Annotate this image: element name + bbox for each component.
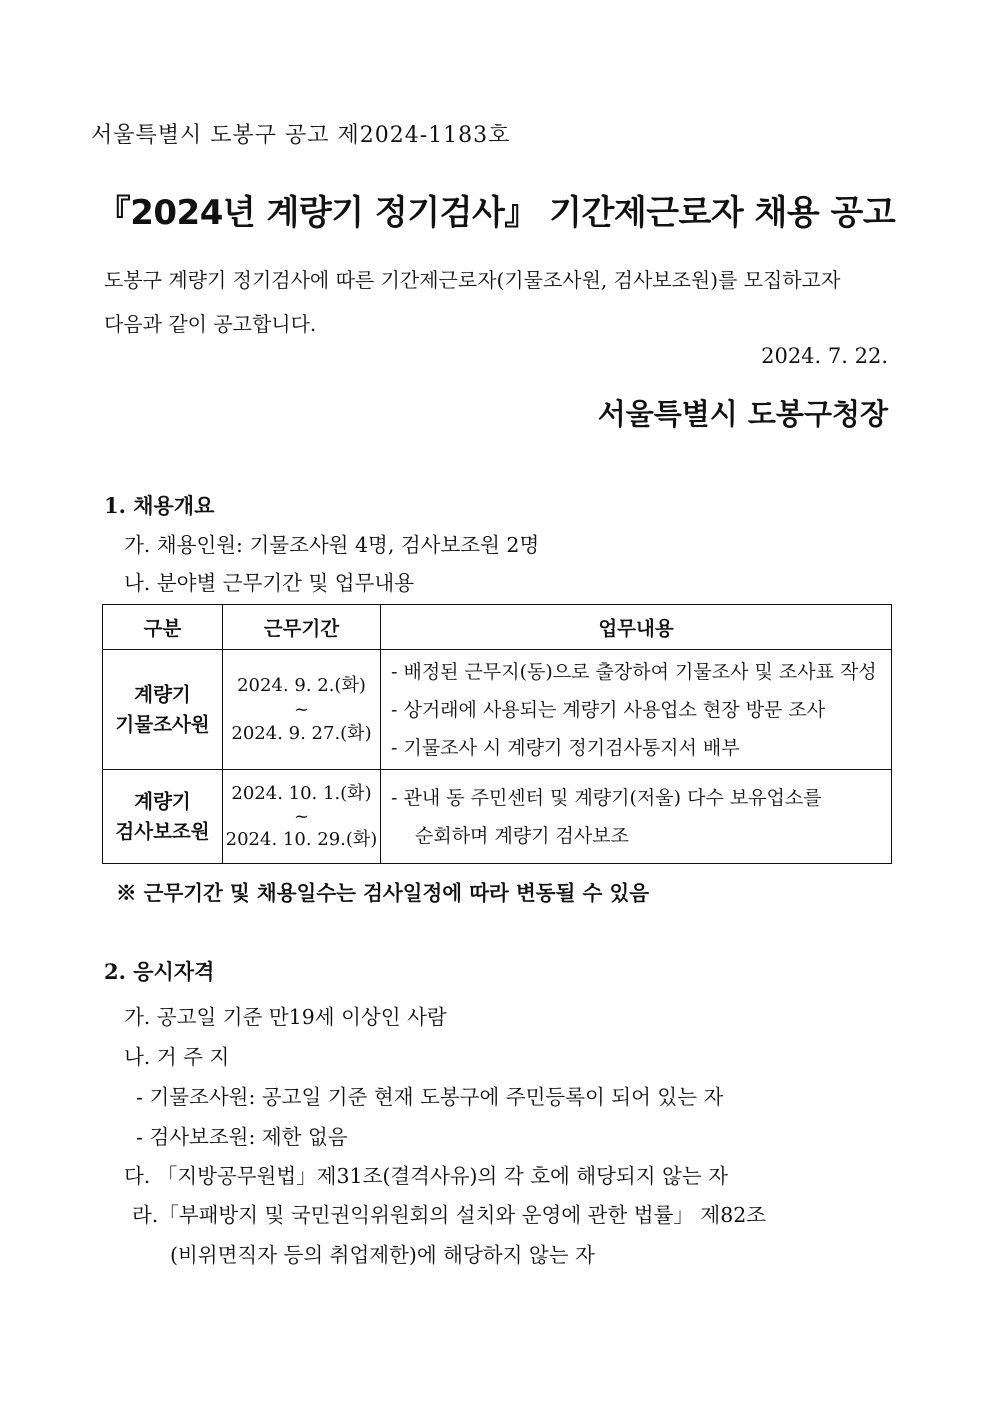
section2-item-a: 가. 공고일 기준 만19세 이상인 사람 <box>124 1005 447 1029</box>
task-item: - 기물조사 시 계량기 정기검사통지서 배부 <box>391 736 740 759</box>
period-separator: ~ <box>293 805 310 827</box>
period-start: 2024. 10. 1.(화) <box>231 782 372 804</box>
section2-item-b1: - 기물조사원: 공고일 기준 현재 도봉구에 주민등록이 되어 있는 자 <box>136 1085 724 1109</box>
section1-item-a: 가. 채용인원: 기물조사원 4명, 검사보조원 2명 <box>124 533 540 557</box>
period-end: 2024. 9. 27.(화) <box>231 722 372 744</box>
schedule-note: ※ 근무기간 및 채용일수는 검사일정에 따라 변동될 수 있음 <box>116 881 650 905</box>
intro-line-2: 다음과 같이 공고합니다. <box>104 312 317 336</box>
announcement-date: 2024. 7. 22. <box>761 344 888 368</box>
task-item: - 관내 동 주민센터 및 계량기(저울) 다수 보유업소를 <box>391 786 822 809</box>
period-cell <box>223 650 381 770</box>
category-line: 검사보조원 <box>115 819 210 843</box>
table-row <box>103 770 892 864</box>
category-cell <box>103 650 223 770</box>
period-separator: ~ <box>293 698 310 720</box>
category-line: 계량기 <box>134 789 191 813</box>
task-item: - 배정된 근무지(동)으로 출장하여 기물조사 및 조사표 작성 <box>391 660 877 683</box>
section1-heading: 1. 채용개요 <box>104 493 215 518</box>
section2-heading: 2. 응시자격 <box>104 959 215 984</box>
section2-item-b: 나. 거 주 지 <box>124 1045 230 1069</box>
intro-paragraph <box>104 258 904 346</box>
task-item: - 상거래에 사용되는 계량기 사용업소 현장 방문 조사 <box>391 698 826 721</box>
table-header-cell: 업무내용 <box>381 605 892 650</box>
category-line: 기물조사원 <box>115 712 210 736</box>
table-header-cell: 구분 <box>103 605 223 650</box>
tasks-cell <box>381 650 892 770</box>
intro-line-1: 도봉구 계량기 정기검사에 따른 기간제근로자(기물조사원, 검사보조원)를 모집하고자 <box>104 268 841 292</box>
table-row <box>103 650 892 770</box>
category-line: 계량기 <box>134 682 191 706</box>
notice-number: 서울특별시 도봉구 공고 제2024-1183호 <box>91 123 511 148</box>
section2-item-c: 다. 「지방공무원법」제31조(결격사유)의 각 호에 해당되지 않는 자 <box>124 1164 728 1188</box>
section2-item-d-cont: (비위면직자 등의 취업제한)에 해당하지 않는 자 <box>170 1243 595 1267</box>
section2-item-d: 라.「부패방지 및 국민권익위원회의 설치와 운영에 관한 법률」 제82조 <box>132 1203 767 1227</box>
table-header-cell: 근무기간 <box>223 605 381 650</box>
duty-table <box>102 604 892 864</box>
section1-item-b: 나. 분야별 근무기간 및 업무내용 <box>124 571 415 595</box>
issuer-name: 서울특별시 도봉구청장 <box>597 397 888 431</box>
table-header-row <box>103 605 892 650</box>
period-end: 2024. 10. 29.(화) <box>225 828 378 850</box>
page-title: 『2024년 계량기 정기검사』 기간제근로자 채용 공고 <box>96 193 896 233</box>
task-item: 순회하며 계량기 검사보조 <box>415 824 629 847</box>
period-cell <box>223 770 381 864</box>
section2-item-b2: - 검사보조원: 제한 없음 <box>136 1125 348 1149</box>
category-cell <box>103 770 223 864</box>
period-start: 2024. 9. 2.(화) <box>237 674 366 696</box>
tasks-cell <box>381 770 892 864</box>
